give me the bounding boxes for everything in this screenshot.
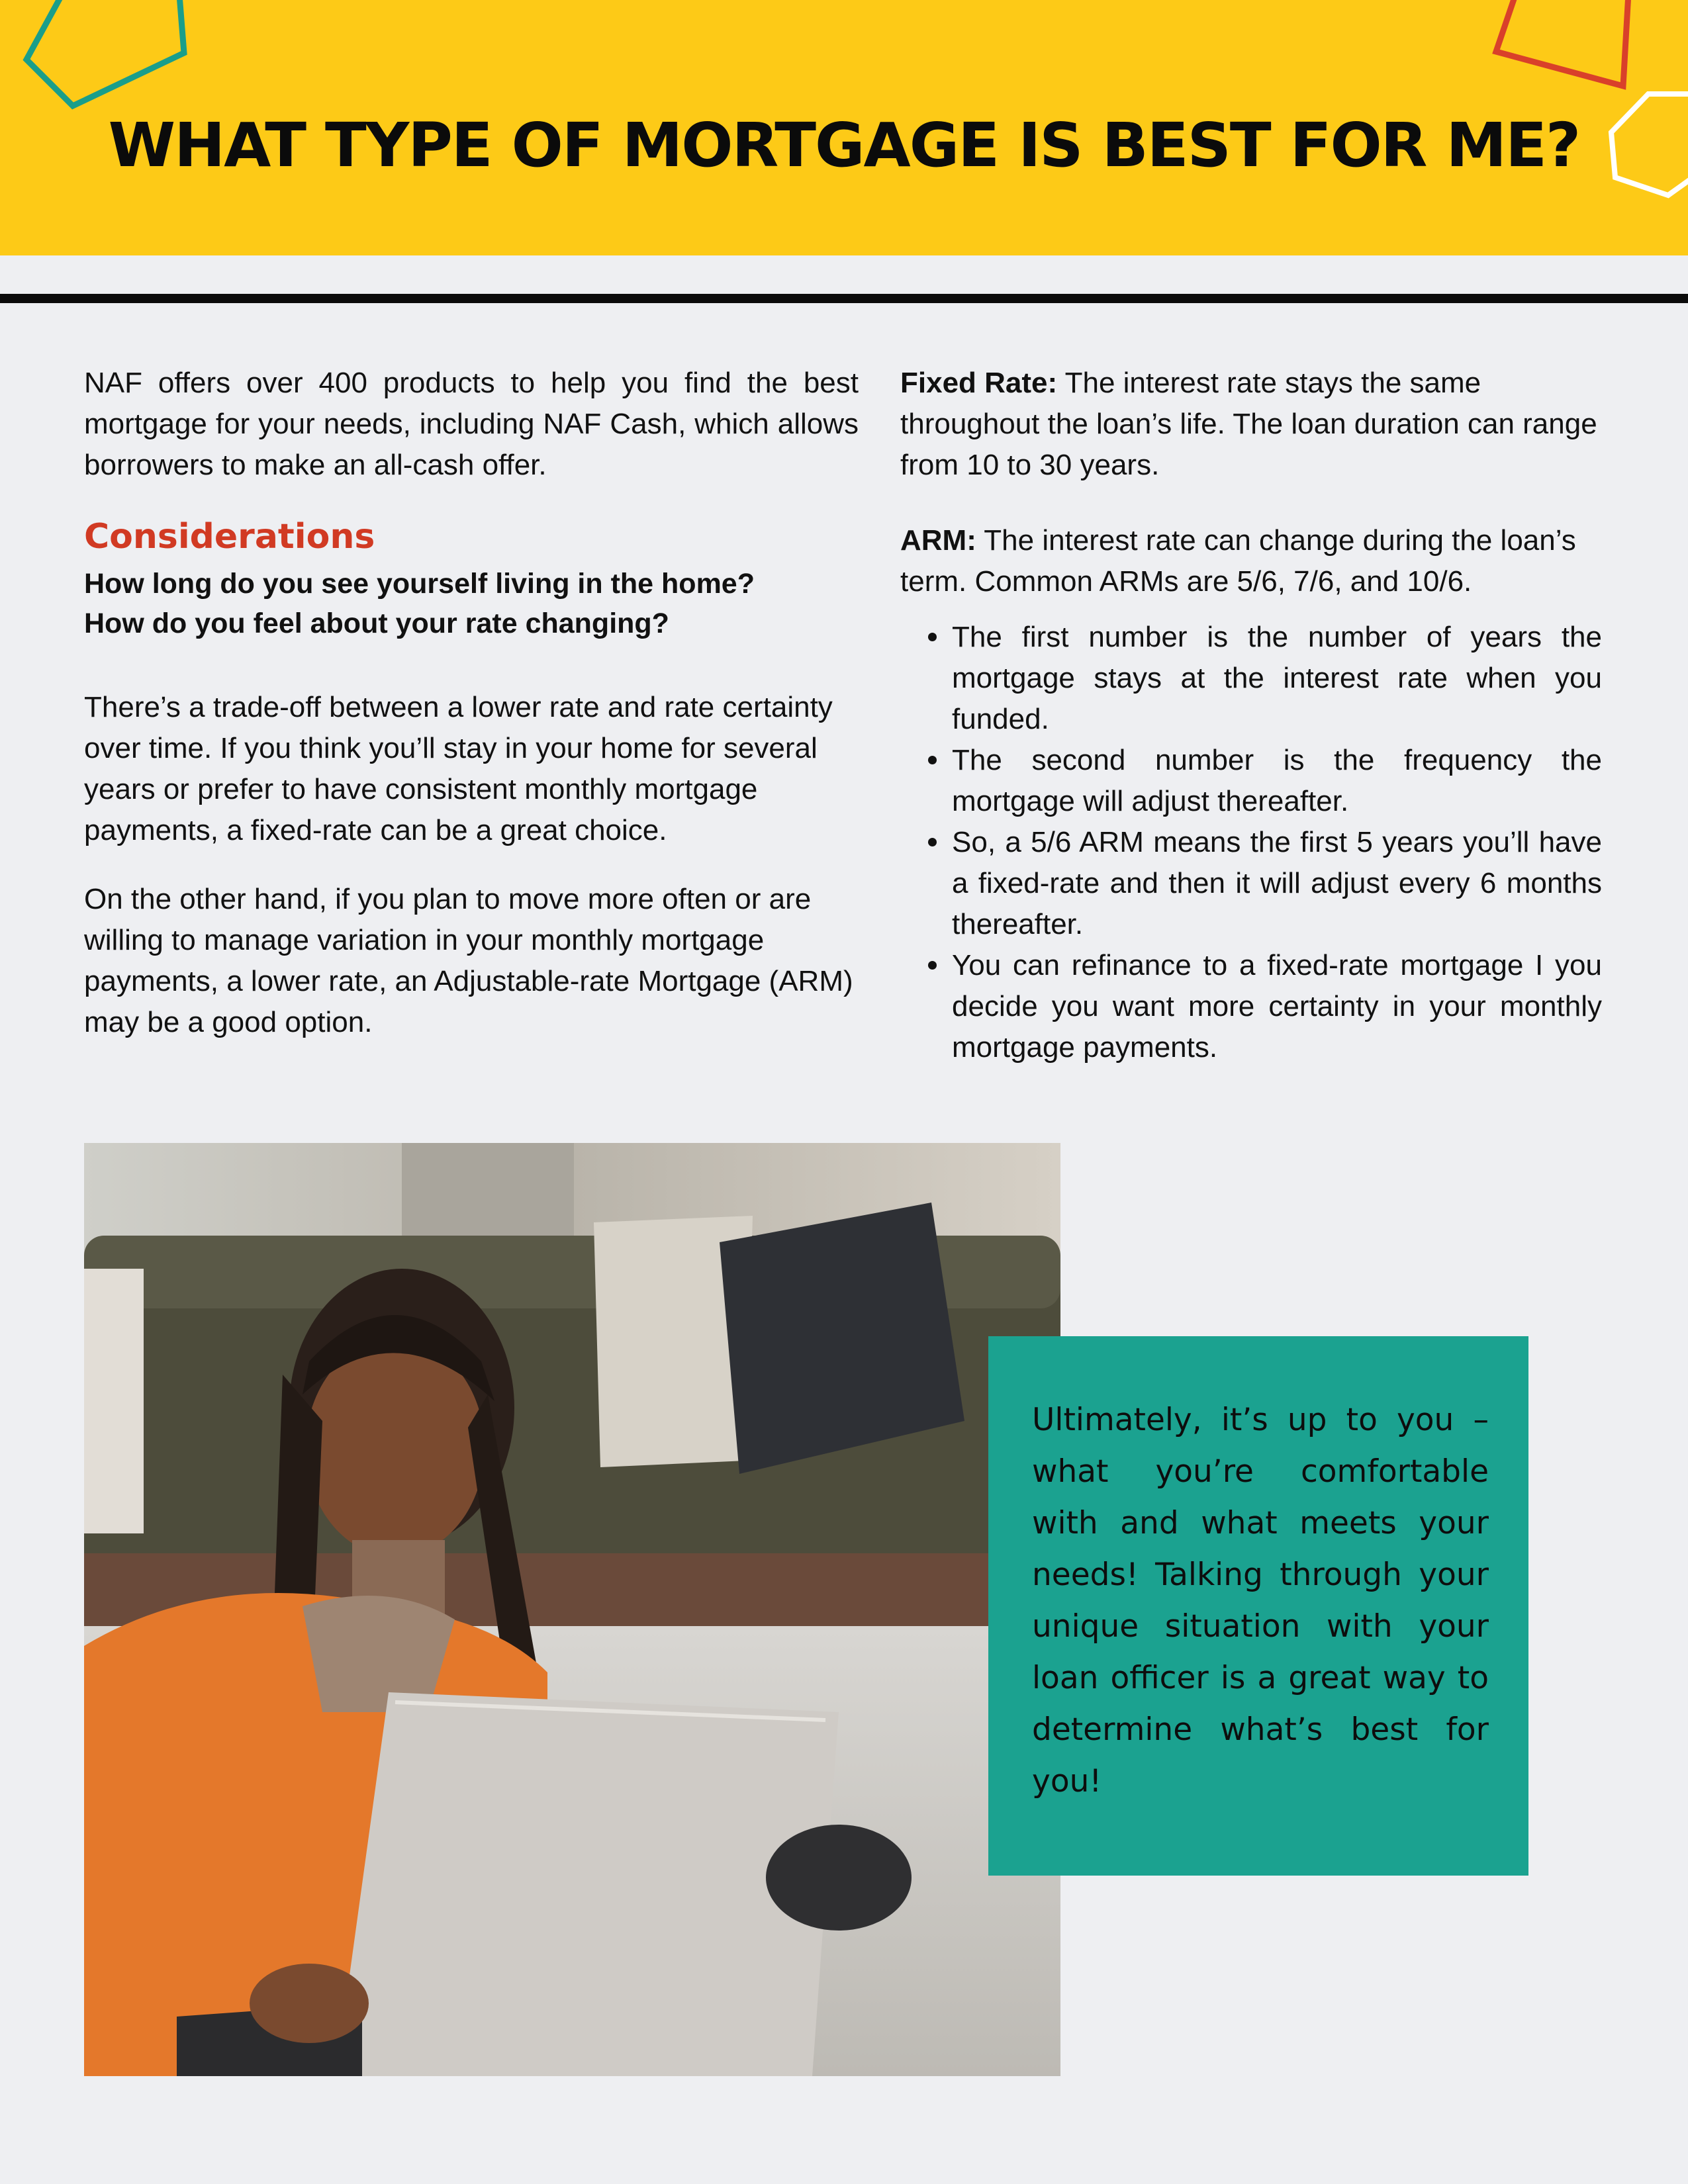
bullet-icon (928, 756, 937, 764)
header-banner (0, 0, 1688, 255)
list-item: So, a 5/6 ARM means the first 5 years you’ll have a fixed-rate and then it will adjust every 6 months thereafter. (952, 822, 1602, 945)
fixed-rate-paragraph (900, 363, 1602, 486)
fixed-rate-label: Fixed Rate: (900, 367, 1058, 399)
left-column (84, 363, 859, 1043)
list-item: The second number is the frequency the mortgage will adjust thereafter. (952, 740, 1602, 822)
callout-text: Ultimately, it’s up to you – what you’re comfortable with and what meets your needs! Talking through your unique situation with your loan officer is a great way to determine what’s best for you! (1032, 1402, 1489, 1799)
list-item: The first number is the number of years the mortgage stays at the interest rate when you funded. (952, 617, 1602, 740)
callout-box (988, 1336, 1528, 1876)
fixed-rate-text: The interest rate stays the same throughout the loan’s life. The loan duration can range from 10 to 30 years. (900, 367, 1597, 481)
woman-with-laptop-photo (84, 1143, 1060, 2076)
arm-text: The interest rate can change during the loan’s term. Common ARMs are 5/6, 7/6, and 10/6. (900, 524, 1576, 598)
bullet-icon (928, 838, 937, 846)
page-title: WHAT TYPE OF MORTGAGE IS BEST FOR ME? (108, 110, 1580, 181)
arm-bullet-list (900, 617, 1602, 1068)
tradeoff-paragraph: There’s a trade-off between a lower rate and rate certainty over time. If you think you’ll stay in your home for several years or prefer to have consistent monthly mortgage payments, a fixed-rate can be a great choice. (84, 691, 833, 846)
right-column (900, 363, 1602, 1068)
header-divider (0, 294, 1688, 303)
arm-label: ARM: (900, 524, 976, 557)
arm-paragraph (900, 520, 1602, 602)
intro-paragraph: NAF offers over 400 products to help you find the best mortgage for your needs, including NAF Cash, which allows borrowers to make an all-cash offer. (84, 367, 859, 481)
bullet-icon (928, 961, 937, 970)
question-rate-change: How do you feel about your rate changing? (84, 608, 669, 639)
arm-option-paragraph: On the other hand, if you plan to move more often or are willing to manage variation in your monthly mortgage payments, a lower rate, an Adjustable-rate Mortgage (ARM) may be a good option. (84, 883, 853, 1038)
bullet-icon (928, 633, 937, 641)
considerations-heading: Considerations (84, 517, 375, 557)
list-item: You can refinance to a fixed-rate mortgage I you decide you want more certainty in your monthly mortgage payments. (952, 945, 1602, 1068)
photo-illustration (84, 1143, 1060, 2076)
question-living-duration: How long do you see yourself living in the home? (84, 568, 755, 600)
